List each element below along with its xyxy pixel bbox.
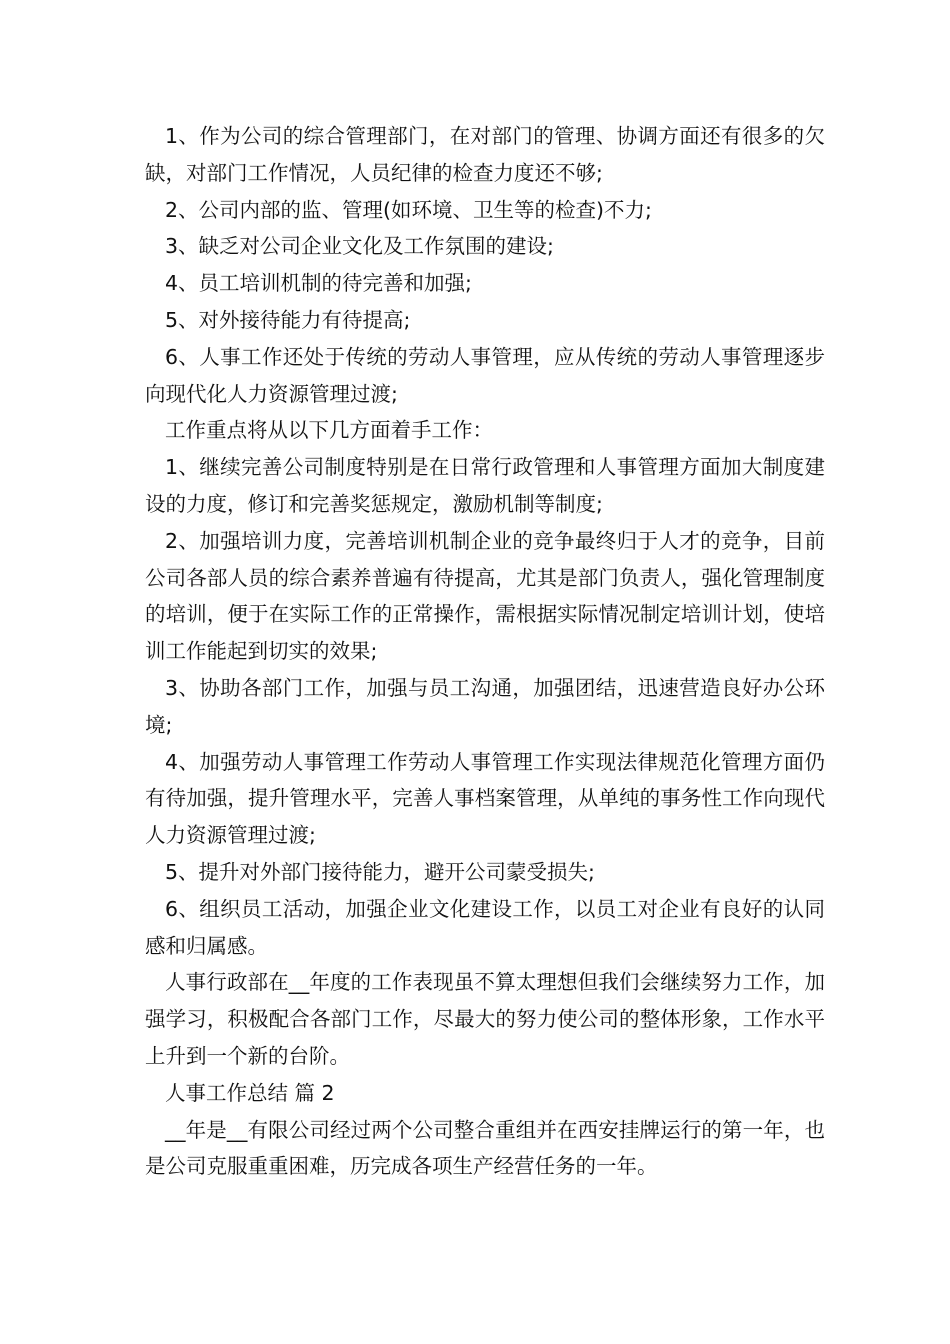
focus-item-2: 2、加强培训力度，完善培训机制企业的竞争最终归于人才的竞争，目前公司各部人员的综合素养普遍有待提高，尤其是部门负责人，强化管理制度的培训，便于在实际工作的正常操作，需根据实际情况制定培训计划，使培训工作能起到切实的效果; — [145, 528, 825, 664]
document-body — [145, 118, 825, 1185]
section-heading: 人事工作总结 篇 2 — [165, 1080, 335, 1105]
shortcoming-6: 6、人事工作还处于传统的劳动人事管理，应从传统的劳动人事管理逐步向现代化人力资源管理过渡; — [145, 344, 825, 406]
shortcoming-3: 3、缺乏对公司企业文化及工作氛围的建设; — [165, 234, 554, 259]
shortcoming-5: 5、对外接待能力有待提高; — [165, 307, 411, 332]
focus-item-6: 6、组织员工活动，加强企业文化建设工作，以员工对企业有良好的认同感和归属感。 — [145, 896, 825, 958]
shortcoming-2: 2、公司内部的监、管理(如环境、卫生等的检查)不力; — [165, 197, 652, 222]
focus-item-5: 5、提升对外部门接待能力，避开公司蒙受损失; — [165, 859, 595, 884]
closing-paragraph: 人事行政部在__年度的工作表现虽不算太理想但我们会继续努力工作，加强学习，积极配合各部门工作，尽最大的努力使公司的整体形象，工作水平上升到一个新的台阶。 — [145, 970, 825, 1068]
shortcoming-1: 1、作为公司的综合管理部门，在对部门的管理、协调方面还有很多的欠缺，对部门工作情况，人员纪律的检查力度还不够; — [145, 124, 825, 185]
focus-item-3: 3、协助各部门工作，加强与员工沟通，加强团结，迅速营造良好办公环境; — [145, 675, 825, 737]
shortcoming-4: 4、员工培训机制的待完善和加强; — [165, 271, 472, 296]
section-intro-paragraph: __年是__有限公司经过两个公司整合重组并在西安挂牌运行的第一年，也是公司克服重重困难，历完成各项生产经营任务的一年。 — [145, 1117, 825, 1179]
work-focus-heading: 工作重点将从以下几方面着手工作： — [165, 418, 493, 443]
focus-item-1: 1、继续完善公司制度特别是在日常行政管理和人事管理方面加大制度建设的力度，修订和完善奖惩规定，激励机制等制度; — [145, 455, 825, 516]
focus-item-4: 4、加强劳动人事管理工作劳动人事管理工作实现法律规范化管理方面仍有待加强，提升管理水平，完善人事档案管理，从单纯的事务性工作向现代人力资源管理过渡; — [145, 749, 825, 848]
